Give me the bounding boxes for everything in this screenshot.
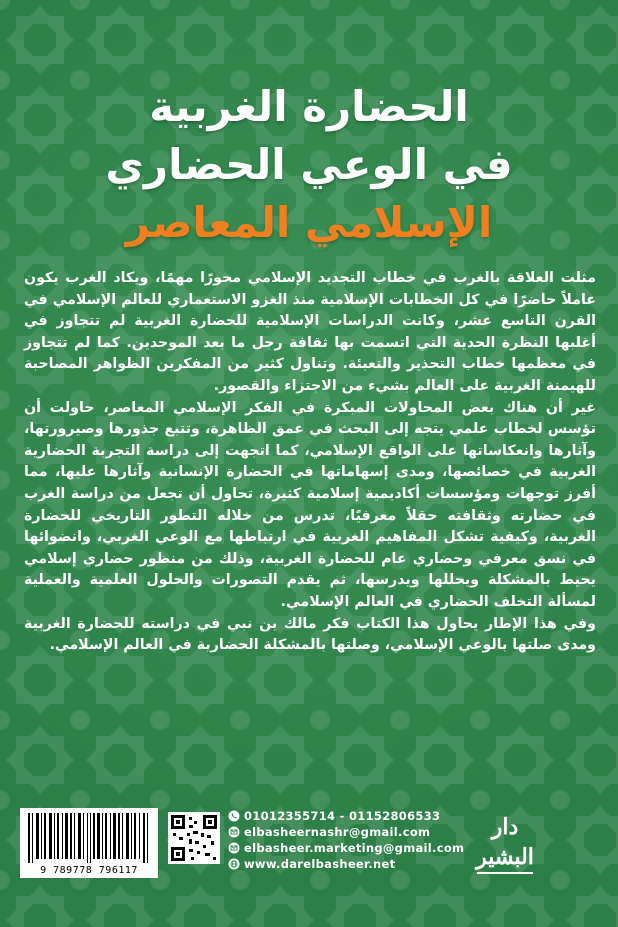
qr-code [168,812,220,864]
isbn-barcode [20,808,158,878]
phone-row [228,808,468,824]
qr-code-icon [171,815,217,861]
phone-numbers: 01012355714 - 01152806533 [244,808,441,823]
title-line-3: الإسلامي المعاصر [125,198,493,247]
book-title [0,78,618,252]
email-icon [228,842,240,854]
email-row-1 [228,824,468,840]
title-line-1: الحضارة الغربية [149,82,469,131]
publisher-logo-text: دار البشير [476,814,534,870]
cover-footer [0,808,618,878]
blurb-paragraph-2: غير أن هناك بعض المحاولات المبكرة في الفكر الإسلامي المعاصر، حاولت أن تؤسس لخطاب علمي يتجه إلى البحث في عمق الظاهرة، وتتبع جذورها وصيرورتها، وآثارها وانعكاساتها على الواقع الإسلامي، كما اتجهت إلى دراسة التجربة الحضارية الغربية في خصائصها، ومدى إسهاماتها في الحضارة الإنسانية وآثارها عليها، مما أفرز توجهات ومؤسسات أكاديمية إسلامية كثيرة، تحاول أن تجعل من دراسة الغرب في حضارته وثقافته حقلاً معرفيًا، تدرس من خلاله التطور التاريخي للحضارة الغربية، وكيفية تشكل المفاهيم الغربية في ارتباطها مع الوعي الغربي، وانضوائها في نسق معرفي وحضاري عام للحضارة الغربية، وذلك من منظور حضاري إسلامي يحيط بالمشكلة ويحللها ويدرسها، ثم يقدم التصورات والحلول العلمية والعملية لمسألة التخلف الحضاري في العالم الإسلامي. [24,399,596,610]
email-row-2 [228,840,468,856]
isbn-number: 9 789778 796117 [40,865,138,876]
logo-divider [477,872,533,874]
blurb-text [24,268,596,657]
email-marketing[interactable]: elbasheer.marketing@gmail.com [244,840,465,855]
website-row [228,856,468,872]
title-line-2: في الوعي الحضاري [105,140,513,189]
phone-icon [228,810,240,822]
email-icon [228,826,240,838]
publisher-logo [470,812,540,872]
globe-icon [228,858,240,870]
website-url[interactable]: www.darelbasheer.net [244,856,396,871]
blurb-paragraph-3: وفي هذا الإطار يحاول هذا الكتاب فكر مالك بن نبي في دراسته للحضارة الغربية ومدى صلتها بالوعي الإسلامي، وصلتها بالمشكلة الحضارية في العالم الإسلامي. [24,615,596,654]
blurb-paragraph-1: مثلت العلاقة بالغرب في خطاب التجديد الإسلامي محورًا مهمًا، ويكاد الغرب يكون عاملاً حاضرًا في كل الخطابات الإسلامية منذ الغزو الاستعماري للعالم الإسلامي في القرن التاسع عشر، وكانت الدراسات الإسلامية للحضارة الغربية لم تتجاوز في أغلبها النظرة الحدية التي اتسمت بها ثقافة رجل ما بعد الموحدين. كما لم تتجاوز في معظمها خطاب التحذير والتعبئة. وتناول كثير من المفكرين الظواهر المصاحبة للهيمنة الغربية على العالم بشيء من الاجتزاء والقصور. [24,270,596,394]
barcode-icon [26,813,152,863]
email-nashr[interactable]: elbasheernashr@gmail.com [244,824,431,839]
publisher-contacts [228,808,468,872]
